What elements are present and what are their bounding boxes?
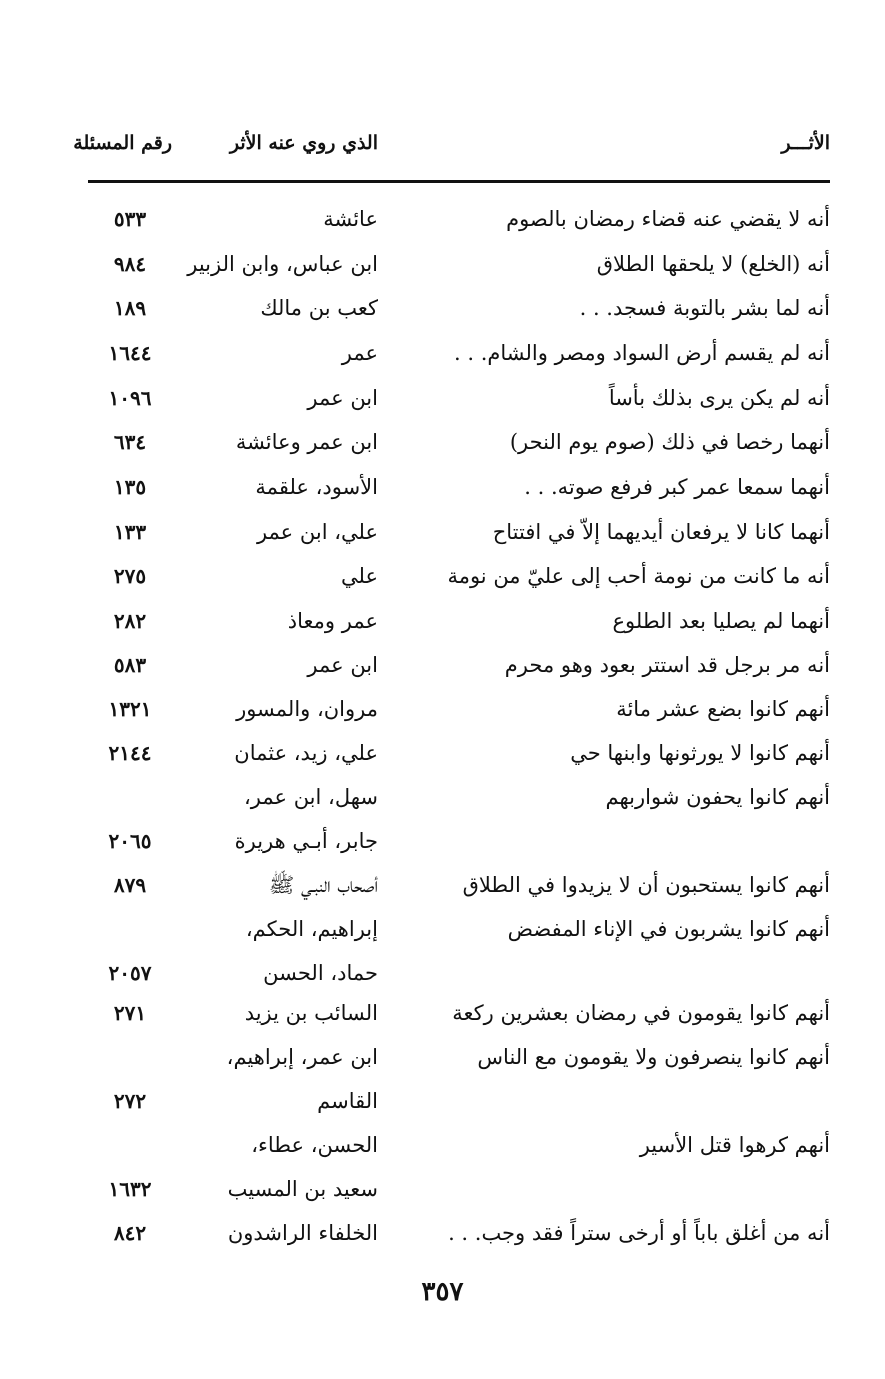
- narrator-text: سهل، ابن عمر،: [243, 785, 378, 809]
- athar-text: أنه ما كانت من نومة أحب إلى عليّ من نومة: [447, 564, 830, 588]
- table-row: [88, 338, 830, 368]
- narrator-text: ابن عمر، إبراهيم،: [226, 1045, 378, 1069]
- narrator-text: الحسن، عطاء،: [251, 1133, 378, 1157]
- athar-text: أنهما كانا لا يرفعان أيديهما إلاّ في افتتاح: [492, 520, 830, 544]
- athar-text: أنه لم يكن يرى بذلك بأساً: [608, 386, 830, 410]
- table-row: [88, 738, 830, 768]
- table-row: [88, 383, 830, 413]
- athar-text: أنهما رخصا في ذلك (صوم يوم النحر): [509, 430, 830, 454]
- athar-text: أنهم كانوا لا يورثونها وابنها حي: [570, 741, 830, 765]
- table-row: [88, 914, 830, 944]
- question-number: ٩٨٤: [113, 252, 147, 276]
- narrator-text: عائشة: [323, 207, 378, 231]
- question-number: ٢١٤٤: [108, 741, 152, 765]
- table-row: [88, 561, 830, 591]
- question-number: ٢٧٢: [113, 1089, 147, 1113]
- table-row: [88, 1130, 830, 1160]
- athar-text: أنهم كانوا يستحبون أن لا يزيدوا في الطلاق: [462, 873, 830, 897]
- narrator-text: سعيد بن المسيب: [227, 1177, 378, 1201]
- question-number: ٥٨٣: [113, 653, 147, 677]
- narrator-text: الخلفاء الراشدون: [227, 1221, 378, 1245]
- table-row: [88, 517, 830, 547]
- athar-text: أنهم كانوا يشربون في الإناء المفضض: [507, 917, 830, 941]
- narrator-text: علي، ابن عمر: [256, 520, 378, 544]
- table-header: [73, 128, 830, 158]
- narrator-text: ابن عمر: [307, 653, 378, 677]
- narrator-text: ابن عمر وعائشة: [235, 430, 378, 454]
- header-number: رقم المسئلة: [73, 132, 172, 154]
- athar-text: أنه لما بشر بالتوبة فسجد. . .: [579, 296, 830, 320]
- table-row: [88, 606, 830, 636]
- question-number: ٨٤٢: [113, 1221, 147, 1245]
- table-row: [88, 998, 830, 1028]
- question-number: ٢٧١: [113, 1001, 147, 1025]
- table-row: [88, 1042, 830, 1072]
- question-number: ١٦٤٤: [108, 341, 152, 365]
- question-number: ١٣٢١: [108, 697, 152, 721]
- question-number: ٢٨٢: [113, 609, 147, 633]
- table-row: [88, 826, 830, 856]
- header-athar: الأثـــر: [781, 132, 830, 154]
- athar-text: أنهم كانوا يقومون في رمضان بعشرين ركعة: [452, 1001, 830, 1025]
- table-row: [88, 1174, 830, 1204]
- narrator-text: حماد، الحسن: [263, 961, 378, 985]
- athar-text: أنه من أغلق باباً أو أرخى ستراً فقد وجب. . .: [448, 1221, 830, 1245]
- narrator-text: ابن عمر: [307, 386, 378, 410]
- question-number: ١٣٣: [113, 520, 147, 544]
- athar-text: أنهم كانوا ينصرفون ولا يقومون مع الناس: [477, 1045, 830, 1069]
- table-row: [88, 1086, 830, 1116]
- narrator-text: السائب بن يزيد: [244, 1001, 378, 1025]
- athar-text: أنه لم يقسم أرض السواد ومصر والشام. . .: [454, 341, 830, 365]
- table-row: [88, 1218, 830, 1248]
- table-row: [88, 472, 830, 502]
- question-number: ٦٣٤: [113, 430, 147, 454]
- narrator-text: علي، زيد، عثمان: [234, 741, 378, 765]
- question-number: ٨٧٩: [113, 873, 147, 897]
- question-number: ١٦٣٢: [108, 1177, 152, 1201]
- header-narrator: الذي روي عنه الأثر: [229, 132, 378, 154]
- athar-text: أنه مر برجل قد استتر بعود وهو محرم: [504, 653, 830, 677]
- table-row: [88, 782, 830, 812]
- athar-text: أنهم كرهوا قتل الأسير: [639, 1133, 830, 1157]
- question-number: ٢٧٥: [113, 564, 147, 588]
- question-number: ١٠٩٦: [108, 386, 152, 410]
- athar-text: أنهم كانوا يحفون شواربهم: [605, 785, 830, 809]
- table-row: [88, 958, 830, 988]
- question-number: ١٨٩: [113, 296, 147, 320]
- question-number: ٢٠٥٧: [108, 961, 152, 985]
- header-rule: [88, 180, 830, 183]
- table-row: [88, 204, 830, 234]
- question-number: ١٣٥: [113, 475, 147, 499]
- narrator-text: جابر، أبـي هريرة: [234, 829, 378, 853]
- athar-text: أنه (الخلع) لا يلحقها الطلاق: [596, 252, 830, 276]
- athar-text: أنه لا يقضي عنه قضاء رمضان بالصوم: [506, 207, 830, 231]
- narrator-text: عمر ومعاذ: [287, 609, 378, 633]
- narrator-text: عمر: [341, 341, 378, 365]
- table-row: [88, 870, 830, 900]
- table-row: [88, 249, 830, 279]
- athar-text: أنهما لم يصليا بعد الطلوع: [612, 609, 830, 633]
- narrator-text: كعب بن مالك: [260, 296, 378, 320]
- page-number: ٣٥٧: [421, 1277, 464, 1307]
- question-number: ٢٠٦٥: [108, 829, 152, 853]
- table-row: [88, 694, 830, 724]
- narrator-text: ابن عباس، وابن الزبير: [187, 252, 378, 276]
- narrator-text: أصحاب النبـي ﷺ: [268, 873, 378, 897]
- table-row: [88, 293, 830, 323]
- athar-text: أنهم كانوا بضع عشر مائة: [616, 697, 830, 721]
- narrator-text: الأسود، علقمة: [255, 475, 378, 499]
- table-row: [88, 427, 830, 457]
- table-row: [88, 650, 830, 680]
- narrator-text: إبراهيم، الحكم،: [245, 917, 378, 941]
- narrator-text: علي: [341, 564, 378, 588]
- narrator-text: مروان، والمسور: [236, 697, 378, 721]
- athar-text: أنهما سمعا عمر كبر فرفع صوته. . .: [524, 475, 830, 499]
- narrator-text: القاسم: [317, 1089, 378, 1113]
- question-number: ٥٣٣: [113, 207, 147, 231]
